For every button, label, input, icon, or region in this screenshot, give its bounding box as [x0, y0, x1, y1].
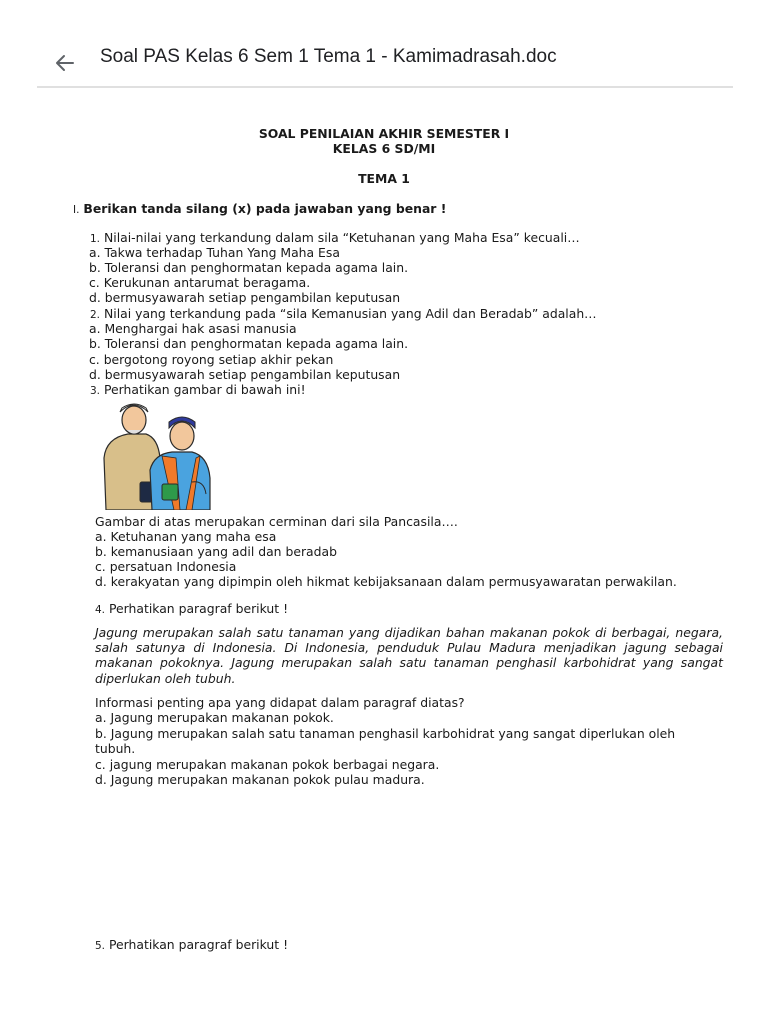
q1-option-c: c. Kerukunan antarumat beragama. [89, 275, 311, 290]
q4-question: Informasi penting apa yang didapat dalam paragraf diatas? [95, 695, 465, 710]
q4-option-b: b. Jagung merupakan salah satu tanaman penghasil karbohidrat yang sangat diperlukan oleh tubuh. [95, 726, 676, 757]
q4-option-c: c. jagung merupakan makanan pokok berbagai negara. [95, 757, 440, 772]
back-button[interactable] [50, 48, 80, 78]
section-number: I. [73, 204, 80, 216]
q3-option-b: b. kemanusiaan yang adil dan beradab [95, 544, 337, 559]
question-text: Perhatikan paragraf berikut ! [108, 601, 289, 616]
question-text: Perhatikan paragraf berikut ! [108, 937, 289, 952]
question-5 [95, 937, 288, 954]
q1-option-d: d. bermusyawarah setiap pengambilan keputusan [89, 290, 401, 305]
doc-subheading: KELAS 6 SD/MI [332, 141, 436, 156]
q1-option-b: b. Toleransi dan penghormatan kepada agama lain. [89, 260, 409, 275]
q4-option-a: a. Jagung merupakan makanan pokok. [95, 710, 334, 725]
q4-paragraph: Jagung merupakan salah satu tanaman yang dijadikan bahan makanan pokok di berbagai, negara, salah satunya di Indonesia. Di Indonesia, penduduk Pulau Madura menjadikan jagung sebagai makanan pokoknya. Jagung merupakan salah satu tanaman penghasil karbohidrat yang sangat diperlukan oleh tubuh. [95, 625, 723, 686]
question-text: Nilai yang terkandung pada “sila Kemanusian yang Adil dan Beradab” adalah… [103, 306, 597, 321]
doc-theme: TEMA 1 [358, 171, 410, 186]
q2-option-c: c. bergotong royong setiap akhir pekan [89, 352, 334, 367]
question-4 [95, 601, 288, 618]
top-bar [0, 0, 768, 88]
question-number: 2. [90, 309, 101, 321]
document-page [0, 88, 768, 1024]
q2-option-a: a. Menghargai hak asasi manusia [89, 321, 297, 336]
doc-heading: SOAL PENILAIAN AKHIR SEMESTER I [258, 126, 510, 141]
q3-option-a: a. Ketuhanan yang maha esa [95, 529, 277, 544]
question-number: 1. [90, 233, 101, 245]
q2-option-d: d. bermusyawarah setiap pengambilan keputusan [89, 367, 401, 382]
document-title: Soal PAS Kelas 6 Sem 1 Tema 1 - Kamimadrasah.doc [100, 46, 557, 67]
q3-option-c: c. persatuan Indonesia [95, 559, 237, 574]
two-men-illustration [96, 398, 214, 510]
section-instruction-text: Berikan tanda silang (x) pada jawaban yang benar ! [83, 201, 447, 216]
arrow-left-icon [50, 48, 80, 78]
question-number: 3. [90, 385, 101, 397]
question-number: 4. [95, 604, 106, 616]
q3-option-d: d. kerakyatan yang dipimpin oleh hikmat kebijaksanaan dalam permusyawaratan perwakilan. [95, 574, 677, 589]
question-text: Perhatikan gambar di bawah ini! [103, 382, 306, 397]
q3-question: Gambar di atas merupakan cerminan dari sila Pancasila…. [95, 514, 458, 529]
section-instruction [73, 201, 446, 218]
q1-option-a: a. Takwa terhadap Tuhan Yang Maha Esa [89, 245, 340, 260]
q2-option-b: b. Toleransi dan penghormatan kepada agama lain. [89, 336, 409, 351]
question-number: 5. [95, 940, 106, 952]
q4-option-d: d. Jagung merupakan makanan pokok pulau madura. [95, 772, 425, 787]
question-3 [90, 382, 306, 399]
question-text: Nilai-nilai yang terkandung dalam sila “Ketuhanan yang Maha Esa” kecuali… [103, 230, 580, 245]
